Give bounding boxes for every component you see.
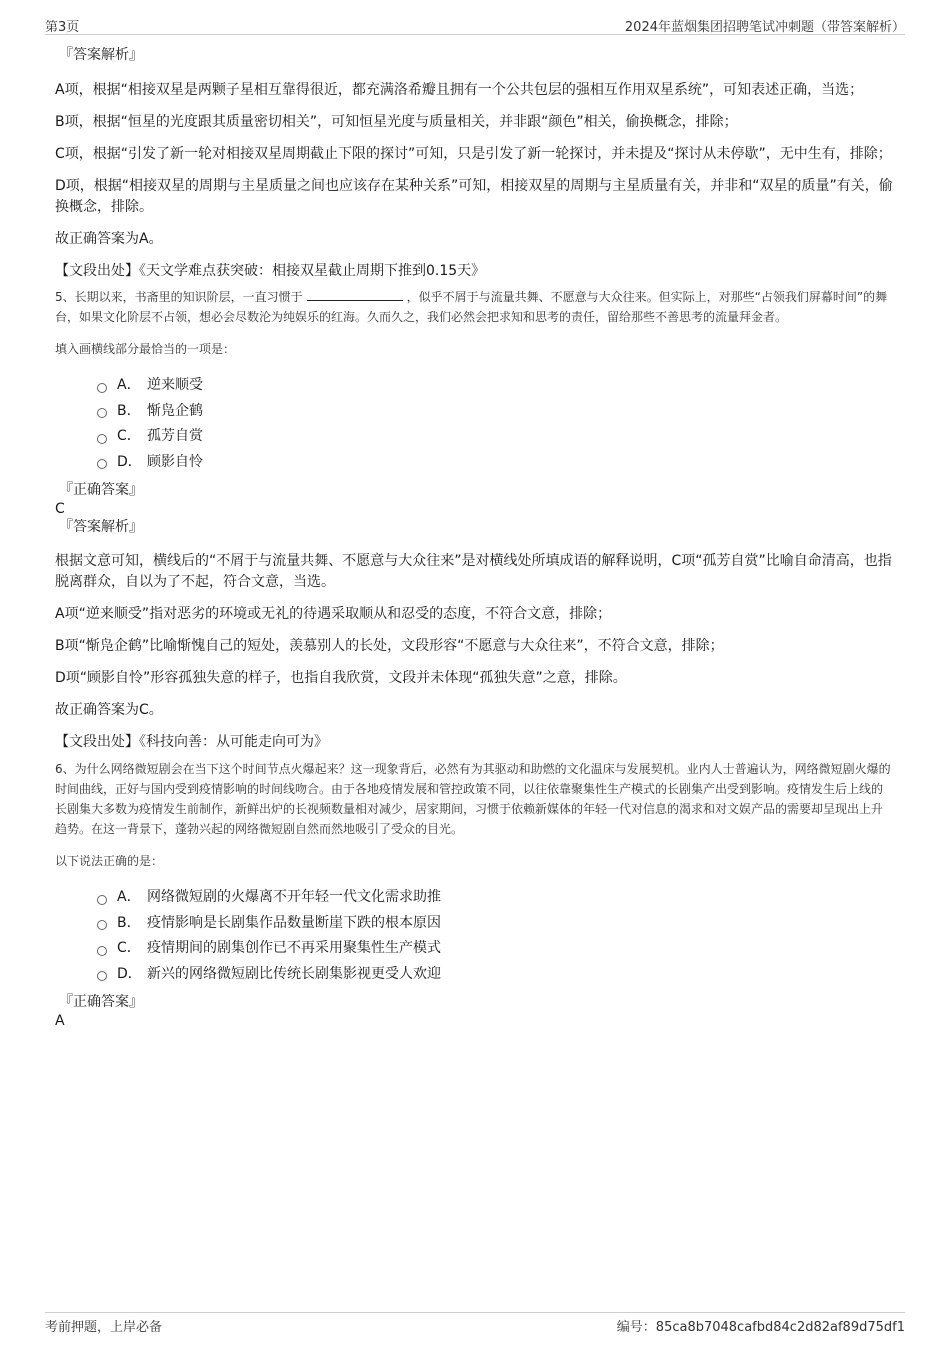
correct-answer-label: 『正确答案』 bbox=[59, 482, 143, 498]
document-body bbox=[55, 46, 893, 1030]
passage-source: 【文段出处】《科技向善：从可能走向可为》 bbox=[55, 734, 328, 750]
radio-button[interactable] bbox=[97, 383, 107, 393]
question-5-prompt: 填入画横线部分最恰当的一项是： bbox=[55, 342, 236, 356]
page-number: 第3页 bbox=[45, 20, 80, 35]
analysis-paragraph-c: C项，根据“引发了新一轮对相接双星周期截止下限的探讨”可知，只是引发了新一轮探讨，并未提及“探讨从未停歇”，无中生有，排除； bbox=[55, 146, 892, 162]
option-d[interactable]: D． 顾影自怜 bbox=[97, 450, 893, 476]
radio-button[interactable] bbox=[97, 920, 107, 930]
option-b[interactable]: B． 疫情影响是长剧集作品数量断崖下跌的根本原因 bbox=[97, 911, 893, 937]
analysis-paragraph: A项“逆来顺受”指对恶劣的环境或无礼的待遇采取顺从和忍受的态度，不符合文意，排除； bbox=[55, 606, 612, 622]
question-6-prompt: 以下说法正确的是： bbox=[55, 854, 164, 868]
option-b[interactable]: B． 惭凫企鹤 bbox=[97, 399, 893, 425]
radio-button[interactable] bbox=[97, 946, 107, 956]
option-c[interactable]: C． 疫情期间的剧集创作已不再采用聚集性生产模式 bbox=[97, 936, 893, 962]
analysis-paragraph: 根据文意可知，横线后的“不屑于与流量共舞、不愿意与大众往来”是对横线处所填成语的解释说明，C项“孤芳自赏”比喻自命清高，也指脱离群众，自以为了不起，符合文意，当选。 bbox=[55, 553, 892, 590]
option-a[interactable]: A． 逆来顺受 bbox=[97, 373, 893, 399]
analysis-paragraph-a: A项，根据“相接双星是两颗子星相互靠得很近，都充满洛希瓣且拥有一个公共包层的强相互作用双星系统”，可知表述正确，当选； bbox=[55, 82, 864, 98]
analysis-label: 『答案解析』 bbox=[59, 519, 143, 535]
analysis-conclusion: 故正确答案为A。 bbox=[55, 231, 163, 247]
analysis-paragraph: D项“顾影自怜”形容孤独失意的样子，也指自我欣赏，文段并未体现“孤独失意”之意，排除。 bbox=[55, 670, 627, 686]
question-6-options bbox=[55, 885, 893, 987]
fill-blank bbox=[307, 287, 403, 301]
option-d[interactable]: D． 新兴的网络微短剧比传统长剧集影视更受人欢迎 bbox=[97, 962, 893, 988]
analysis-conclusion: 故正确答案为C。 bbox=[55, 702, 163, 718]
page-footer bbox=[45, 1312, 905, 1337]
question-6-stem: 6、为什么网络微短剧会在当下这个时间节点火爆起来？这一现象背后，必然有为其驱动和助燃的文化温床与发展契机。业内人士普遍认为，网络微短剧火爆的时间曲线，正好与国内受到疫情影响的时间线吻合。由于各地疫情发展和管控政策不同，以往依靠聚集性生产模式的长剧集产出受到影响。疫情发生后上线的长剧集大多数为疫情发生前制作，新鲜出炉的长视频数量相对减少，居家期间，习惯于依赖新媒体的年轻一代对信息的渴求和对文娱产品的需要却呈现出上升趋势。在这一背景下，蓬勃兴起的网络微短剧自然而然地吸引了受众的目光。 bbox=[55, 762, 891, 836]
option-a[interactable]: A． 网络微短剧的火爆离不开年轻一代文化需求助推 bbox=[97, 885, 893, 911]
radio-button[interactable] bbox=[97, 971, 107, 981]
analysis-paragraph-d: D项，根据“相接双星的周期与主星质量之间也应该存在某种关系”可知，相接双星的周期与主星质量有关，并非和“双星的质量”有关，偷换概念，排除。 bbox=[55, 178, 893, 215]
radio-button[interactable] bbox=[97, 895, 107, 905]
analysis-paragraph: B项“惭凫企鹤”比喻惭愧自己的短处，羡慕别人的长处，文段形容“不愿意与大众往来”，不符合文意，排除； bbox=[55, 638, 724, 654]
option-c[interactable]: C． 孤芳自赏 bbox=[97, 424, 893, 450]
question-5-stem: 5、长期以来，书斋里的知识阶层，一直习惯于 ，似乎不屑于与流量共舞、不愿意与大众往来。但实际上，对那些“占领我们屏幕时间”的舞台，如果文化阶层不占领，想必会尽数沦为纯娱乐的红海。久而久之，我们必然会把求知和思考的责任，留给那些不善思考的流量拜金者。 bbox=[55, 287, 893, 327]
passage-source: 【文段出处】《天文学难点获突破：相接双星截止周期下推到0.15天》 bbox=[55, 263, 486, 279]
correct-answer-label: 『正确答案』 bbox=[59, 994, 143, 1010]
radio-button[interactable] bbox=[97, 408, 107, 418]
correct-answer-value: A bbox=[55, 1013, 65, 1029]
correct-answer-value: C bbox=[55, 501, 65, 517]
footer-slogan: 考前押题，上岸必备 bbox=[45, 1320, 163, 1335]
document-title: 2024年蓝烟集团招聘笔试冲刺题（带答案解析） bbox=[624, 20, 905, 35]
question-5-options bbox=[55, 373, 893, 475]
analysis-paragraph-b: B项，根据“恒星的光度跟其质量密切相关”，可知恒星光度与质量相关，并非跟“颜色”相关，偷换概念，排除； bbox=[55, 114, 738, 130]
radio-button[interactable] bbox=[97, 434, 107, 444]
analysis-label: 『答案解析』 bbox=[59, 47, 143, 63]
page-header bbox=[45, 14, 905, 35]
radio-button[interactable] bbox=[97, 459, 107, 469]
document-code: 编号：85ca8b7048cafbd84c2d82af89d75df1 bbox=[616, 1320, 905, 1335]
